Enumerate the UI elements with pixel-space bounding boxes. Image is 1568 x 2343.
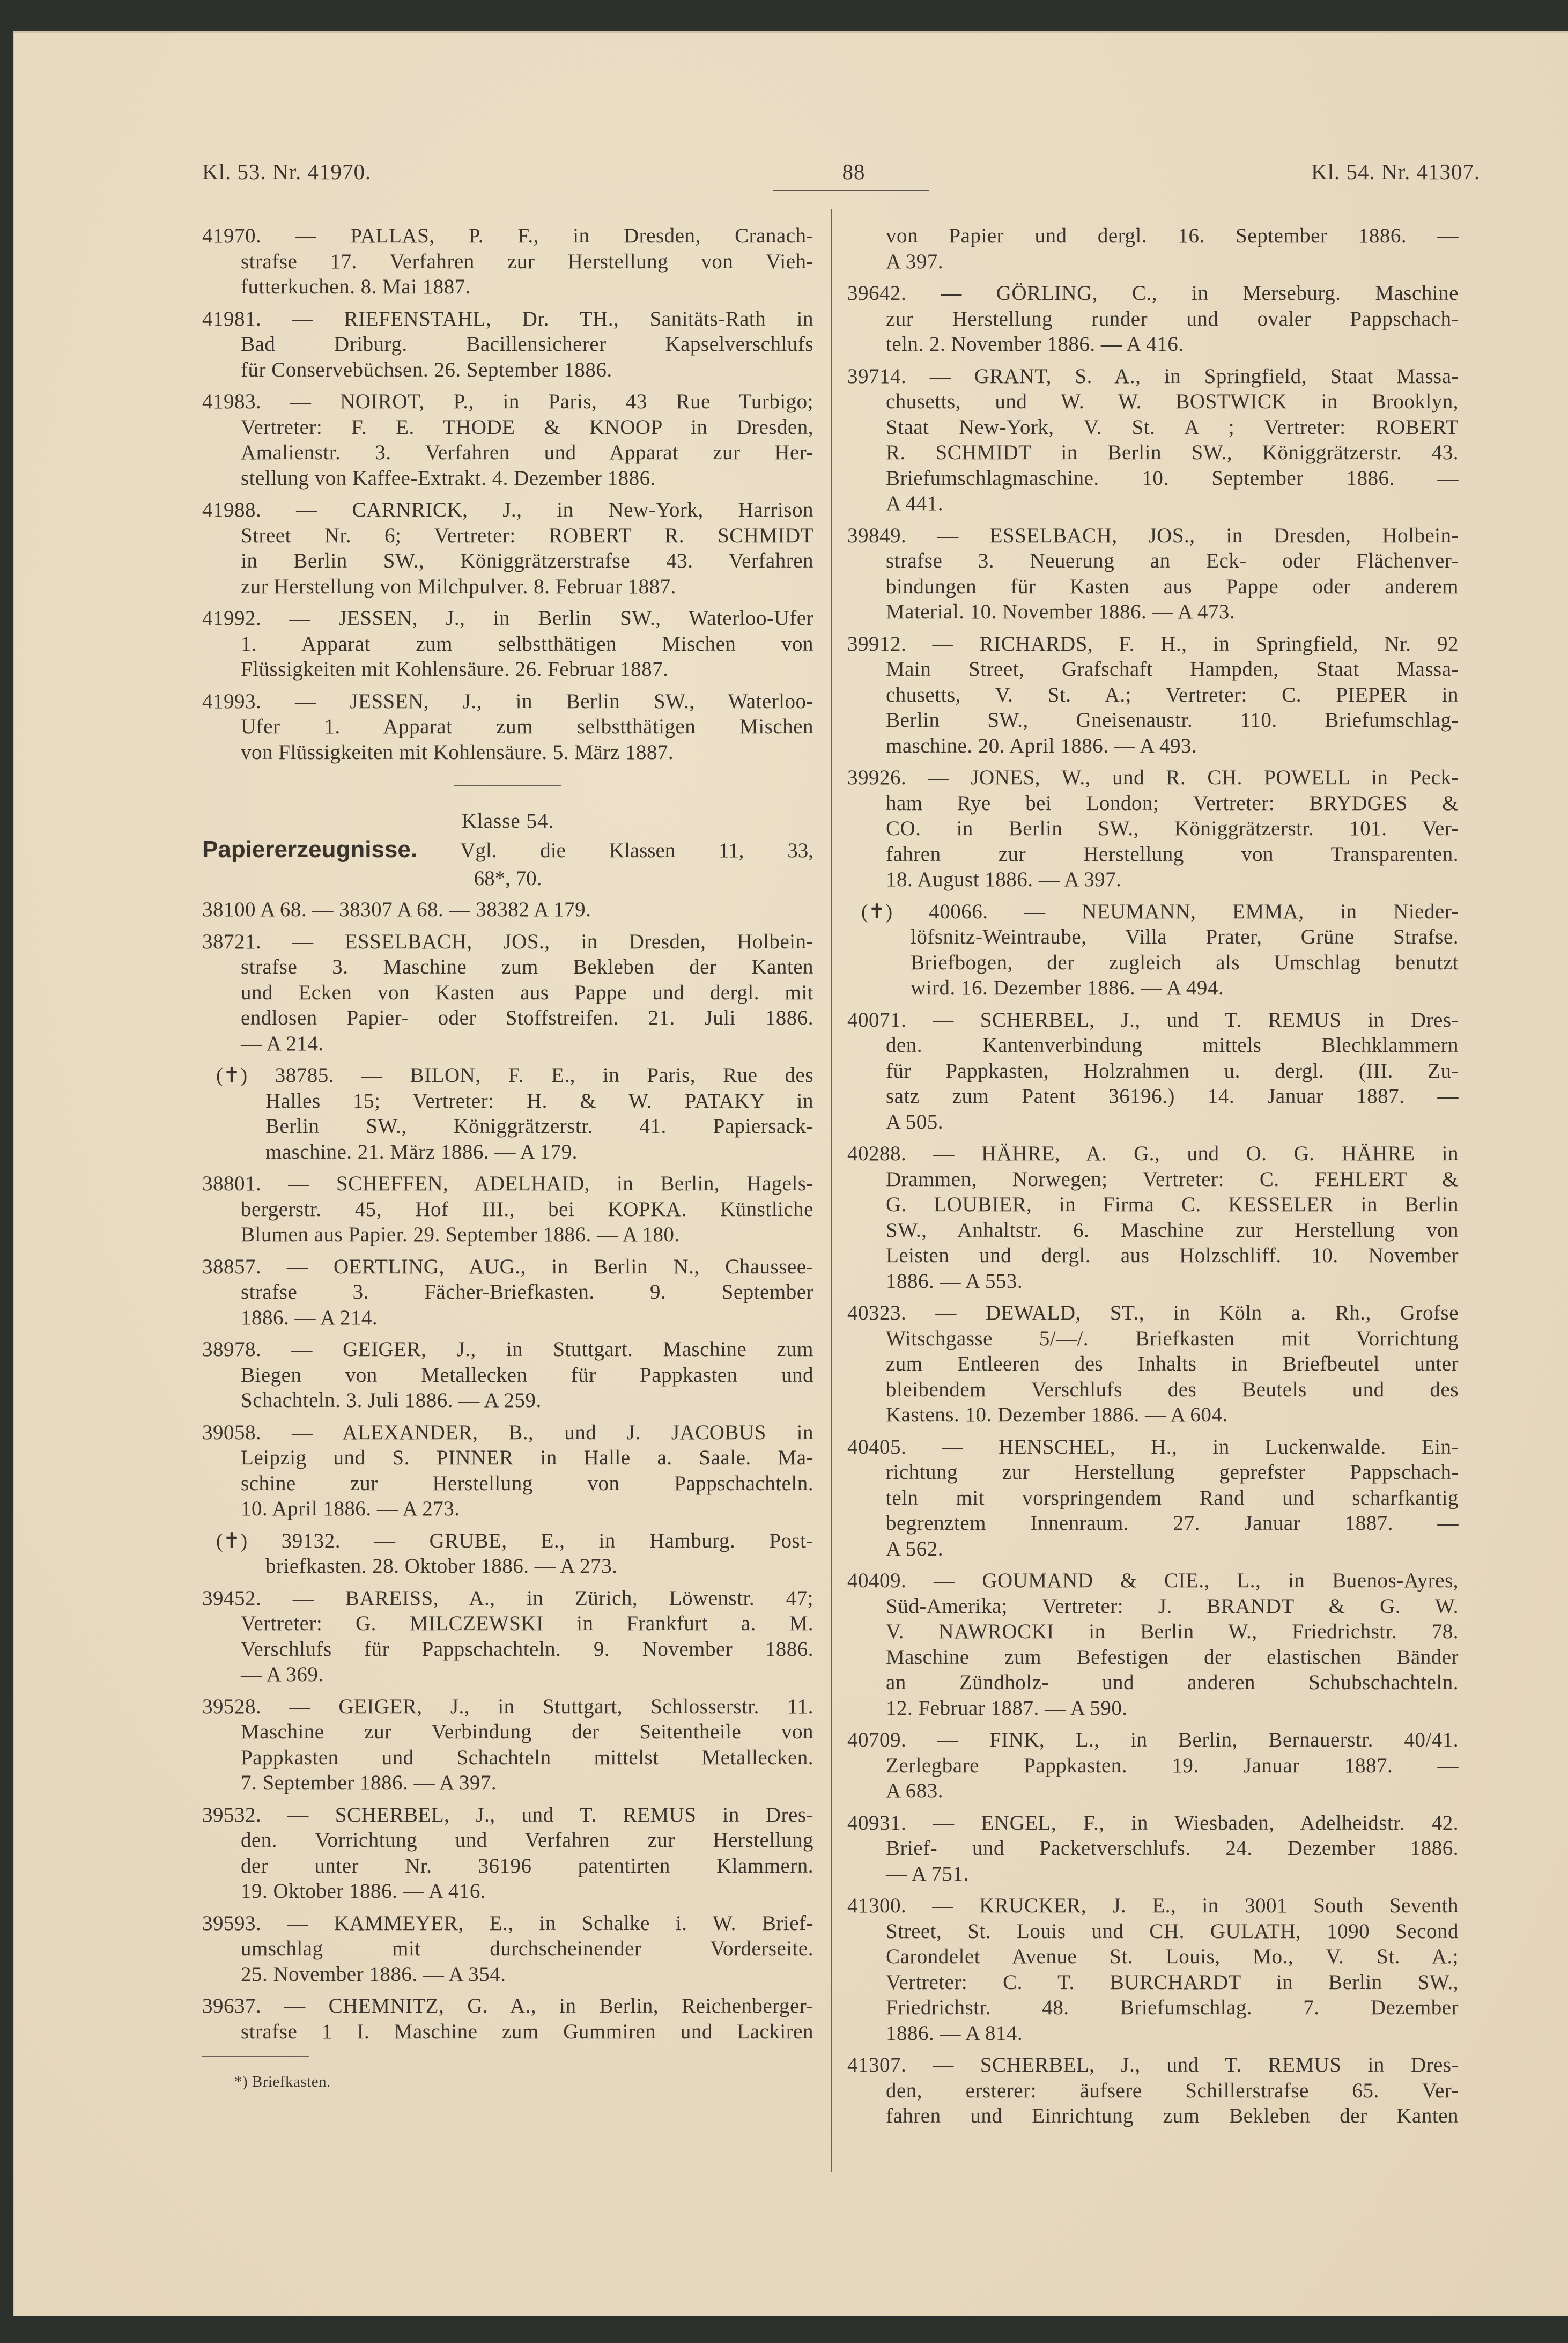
entry-line: Leisten und dergl. aus Holzschliff. 10. November <box>886 1244 1459 1267</box>
entry-line <box>823 899 1459 925</box>
entry-line: A 683. <box>886 1779 944 1802</box>
entry-line: Maschine zur Verbindung der Seitentheile von <box>241 1720 813 1743</box>
entry-line: Briefbogen, der zugleich als Umschlag benutzt <box>911 951 1459 974</box>
entry-line: von Papier und dergl. 16. September 1886. — <box>886 224 1459 247</box>
entry-line: 40071. — SCHERBEL, J., und T. REMUS in Dres- <box>847 1008 1459 1031</box>
entry-line: wird. 16. Dezember 1886. — A 494. <box>911 976 1224 999</box>
patent-entry <box>847 281 1459 357</box>
entry-line: Briefumschlagmaschine. 10. September 1886. — <box>886 466 1459 490</box>
patent-entry <box>847 1727 1459 1804</box>
entry-line: Staat New-York, V. St. A ; Vertreter: ROBERT <box>886 415 1459 439</box>
column-divider <box>831 209 832 2172</box>
patent-entry <box>847 1810 1459 1887</box>
entry-line: Ufer 1. Apparat zum selbstthätigen Mischen <box>241 715 813 738</box>
entry-line: löfsnitz-Weintraube, Villa Prater, Grüne Strafse. <box>911 925 1459 948</box>
entry-line: satz zum Patent 36196.) 14. Januar 1887. — <box>886 1085 1459 1108</box>
entry-line: 39528. — GEIGER, J., in Stuttgart, Schlosserstr. 11. <box>202 1694 813 1718</box>
entry-line: Carondelet Avenue St. Louis, Mo., V. St. A.; <box>886 1945 1459 1968</box>
entry-line: ham Rye bei London; Vertreter: BRYDGES & <box>886 791 1459 815</box>
entry-line: 38801. — SCHEFFEN, ADELHAID, in Berlin, Hagels- <box>202 1172 813 1195</box>
section-title: Papiererzeugnisse. <box>202 836 418 863</box>
entry-line: 39593. — KAMMEYER, E., in Schalke i. W. Brief- <box>202 1911 813 1935</box>
entry-line: fahren zur Herstellung von Transparenten. <box>886 842 1459 866</box>
entry-line: 1. Apparat zum selbstthätigen Mischen von <box>241 632 813 655</box>
entry-line: Pappkasten und Schachteln mittelst Metallecken. <box>241 1745 813 1769</box>
entry-line: 39714. — GRANT, S. A., in Springfield, Staat Massa- <box>847 364 1459 388</box>
patent-entry <box>847 899 1459 1001</box>
entry-line: Berlin SW., Gneisenaustr. 110. Briefumschlag- <box>886 709 1459 732</box>
entry-line: 40405. — HENSCHEL, H., in Luckenwalde. Ein- <box>847 1435 1459 1458</box>
entry-line: 18. August 1886. — A 397. <box>886 868 1122 891</box>
patent-entry <box>202 1911 813 1987</box>
entry-line: 19. Oktober 1886. — A 416. <box>241 1880 486 1903</box>
entry-line: — A 751. <box>886 1862 969 1885</box>
entry-line: strafse 3. Maschine zum Bekleben der Kanten <box>241 955 813 978</box>
entry-line: Vertreter: G. MILCZEWSKI in Frankfurt a. M. <box>241 1612 813 1635</box>
cross-references: 38100 A 68. — 38307 A 68. — 38382 A 179. <box>202 898 591 921</box>
entry-line: 39637. — CHEMNITZ, G. A., in Berlin, Reichenberger- <box>202 1994 813 2017</box>
entry-line: 39452. — BAREISS, A., in Zürich, Löwenstr. 47; <box>202 1586 813 1610</box>
patent-entry <box>202 606 813 682</box>
entry-line: Halles 15; Vertreter: H. & W. PATAKY in <box>265 1089 813 1112</box>
entry-line: briefkasten. 28. Oktober 1886. — A 273. <box>265 1554 618 1578</box>
running-header-right: Kl. 54. Nr. 41307. <box>1311 159 1481 184</box>
dagger-icon: (✝) <box>861 900 893 923</box>
entry-line: 41981. — RIEFENSTAHL, Dr. TH., Sanitäts-Rath in <box>202 307 813 330</box>
patent-entry <box>202 306 813 383</box>
entry-line: 1886. — A 214. <box>241 1306 378 1329</box>
entry-line: 39532. — SCHERBEL, J., und T. REMUS in Dres- <box>202 1803 813 1826</box>
entry-line: Berlin SW., Königgrätzerstr. 41. Papiersack- <box>265 1115 813 1138</box>
entry-line: den, ersterer: äufsere Schillerstrafse 65. Ver- <box>886 2079 1459 2102</box>
entry-line: 38721. — ESSELBACH, JOS., in Dresden, Holbein- <box>202 930 813 953</box>
document-page <box>13 31 1568 2316</box>
see-also-classes-cont: 68*, 70. <box>474 867 542 890</box>
patent-entry <box>847 1434 1459 1562</box>
entry-line <box>177 1063 813 1088</box>
entry-line: 25. November 1886. — A 354. <box>241 1962 506 1986</box>
entry-line: Vertreter: C. T. BURCHARDT in Berlin SW., <box>886 1970 1459 1994</box>
entry-line-text: 39132. — GRUBE, E., in Hamburg. Post- <box>281 1529 814 1552</box>
entry-line: 41983. — NOIROT, P., in Paris, 43 Rue Turbigo; <box>202 390 813 413</box>
entry-line: bergerstr. 45, Hof III., bei KOPKA. Künstliche <box>241 1197 813 1221</box>
entry-line: Zerlegbare Pappkasten. 19. Januar 1887. — <box>886 1753 1459 1777</box>
entry-line: chusetts, und W. W. BOSTWICK in Brooklyn, <box>886 390 1459 413</box>
entry-line: den. Kantenverbindung mittels Blechklammern <box>886 1034 1459 1057</box>
entry-line: strafse 17. Verfahren zur Herstellung von Vieh- <box>241 249 813 273</box>
patent-entry <box>847 1568 1459 1721</box>
see-also-classes: Vgl. die Klassen 11, 33, <box>460 839 813 862</box>
entry-line: A 441. <box>886 492 944 515</box>
entry-line: teln mit vorspringendem Rand und scharfkantig <box>886 1486 1459 1509</box>
patent-entry <box>202 1420 813 1522</box>
entry-line: bindungen für Kasten aus Pappe oder anderem <box>886 574 1459 598</box>
entry-line: bleibendem Verschlufs des Beutels und des <box>886 1377 1459 1401</box>
entry-line: maschine. 21. März 1886. — A 179. <box>265 1140 578 1163</box>
entry-line: — A 214. <box>241 1031 324 1055</box>
entry-line: Bad Driburg. Bacillensicherer Kapselverschlufs <box>241 333 813 356</box>
patent-list-klasse-54 <box>202 929 813 2045</box>
entry-line: Material. 10. November 1886. — A 473. <box>886 600 1236 623</box>
entry-line: strafse 3. Fächer-Briefkasten. 9. September <box>241 1280 813 1303</box>
entry-line: Biegen von Metallecken für Pappkasten und <box>241 1363 813 1387</box>
left-column <box>202 223 813 2091</box>
entry-line: V. NAWROCKI in Berlin W., Friedrichstr. 78. <box>886 1620 1459 1643</box>
entry-line: 38978. — GEIGER, J., in Stuttgart. Maschine zum <box>202 1338 813 1361</box>
entry-line: G. LOUBIER, in Firma C. KESSELER in Berlin <box>886 1193 1459 1216</box>
patent-entry <box>202 1993 813 2044</box>
entry-line: A 562. <box>886 1537 944 1560</box>
entry-line: R. SCHMIDT in Berlin SW., Königgrätzerstr. 43. <box>886 441 1459 464</box>
entry-line: schine zur Herstellung von Pappschachteln. <box>241 1471 813 1495</box>
section-title-line <box>202 835 813 865</box>
entry-line: stellung von Kaffee-Extrakt. 4. Dezember 1886. <box>241 466 656 490</box>
entry-line: 41993. — JESSEN, J., in Berlin SW., Waterloo- <box>202 689 813 713</box>
entry-line: richtung zur Herstellung geprefster Pappschach- <box>886 1461 1459 1484</box>
patent-entry <box>847 1141 1459 1294</box>
entry-line: 41988. — CARNRICK, J., in New-York, Harrison <box>202 498 813 521</box>
patent-entry <box>202 1254 813 1331</box>
patent-entry <box>202 1586 813 1688</box>
dagger-icon: (✝) <box>216 1529 248 1552</box>
entry-line: strafse 3. Neuerung an Eck- oder Flächenver- <box>886 549 1459 572</box>
entry-line <box>177 1528 813 1554</box>
entry-line: von Flüssigkeiten mit Kohlensäure. 5. März 1887. <box>241 740 674 764</box>
entry-line: Verschlufs für Pappschachteln. 9. November 1886. <box>241 1637 813 1661</box>
patent-entry <box>847 364 1459 517</box>
entry-line: Street, St. Louis und CH. GULATH, 1090 Second <box>886 1919 1459 1943</box>
entry-line: Brief- und Packetverschlufs. 24. Dezember 1886. <box>886 1837 1459 1860</box>
patent-entry <box>202 1063 813 1165</box>
entry-line: Schachteln. 3. Juli 1886. — A 259. <box>241 1389 542 1412</box>
patent-entry <box>202 1171 813 1248</box>
entry-line: zur Herstellung von Milchpulver. 8. Februar 1887. <box>241 574 676 598</box>
entry-line: futterkuchen. 8. Mai 1887. <box>241 275 471 298</box>
entry-line: 39926. — JONES, W., und R. CH. POWELL in Peck- <box>847 766 1459 789</box>
entry-line: zur Herstellung runder und ovaler Pappschach- <box>886 307 1459 330</box>
entry-line-text: 40066. — NEUMANN, EMMA, in Nieder- <box>929 900 1459 923</box>
entry-line: den. Vorrichtung und Verfahren zur Herstellung <box>241 1829 813 1852</box>
patent-entry <box>202 689 813 765</box>
entry-line: 41992. — JESSEN, J., in Berlin SW., Waterloo-Ufer <box>202 607 813 630</box>
section-separator <box>454 785 561 786</box>
patent-entry <box>202 1528 813 1579</box>
entry-line: fahren und Einrichtung zum Bekleben der Kanten <box>886 2104 1459 2127</box>
patent-entry <box>202 389 813 491</box>
entry-line: 40409. — GOUMAND & CIE., L., in Buenos-Ayres, <box>847 1569 1459 1592</box>
entry-line: 1886. — A 814. <box>886 2021 1023 2045</box>
entry-line: maschine. 20. April 1886. — A 493. <box>886 734 1197 757</box>
patent-entry-continuation <box>847 223 1459 274</box>
entry-line: 39642. — GÖRLING, C., in Merseburg. Maschine <box>847 282 1459 305</box>
patent-entry <box>847 631 1459 759</box>
entry-line: 1886. — A 553. <box>886 1269 1023 1293</box>
entry-line: 39849. — ESSELBACH, JOS., in Dresden, Holbein- <box>847 524 1459 547</box>
entry-line: 10. April 1886. — A 273. <box>241 1497 460 1520</box>
patent-entry <box>847 1893 1459 2046</box>
entry-line: Kastens. 10. Dezember 1886. — A 604. <box>886 1403 1228 1426</box>
entry-line: A 397. <box>886 249 944 273</box>
entry-line: für Conservebüchsen. 26. September 1886. <box>241 358 612 381</box>
entry-line: — A 369. <box>241 1663 324 1686</box>
entry-line: und Ecken von Kasten aus Pappe und dergl. mit <box>241 981 813 1004</box>
klasse-heading: Klasse 54. <box>461 809 554 832</box>
patent-list-klasse-53 <box>202 223 813 765</box>
dagger-icon: (✝) <box>216 1064 248 1087</box>
entry-line: Street Nr. 6; Vertreter: ROBERT R. SCHMIDT <box>241 524 813 547</box>
patent-entry <box>202 929 813 1057</box>
entry-line-text: 38785. — BILON, F. E., in Paris, Rue des <box>275 1064 814 1087</box>
entry-line: 40323. — DEWALD, ST., in Köln a. Rh., Grofse <box>847 1301 1459 1324</box>
entry-line: Blumen aus Papier. 29. September 1886. — A 180. <box>241 1223 680 1246</box>
patent-entry <box>202 1694 813 1796</box>
entry-line: CO. in Berlin SW., Königgrätzerstr. 101. Ver- <box>886 817 1459 840</box>
patent-entry <box>847 1007 1459 1135</box>
patent-entry <box>202 1802 813 1904</box>
entry-line: Amalienstr. 3. Verfahren und Apparat zur Her- <box>241 441 813 464</box>
footnote-rule <box>202 2056 309 2057</box>
entry-line: 41300. — KRUCKER, J. E., in 3001 South Seventh <box>847 1894 1459 1917</box>
entry-line: umschlag mit durchscheinender Vorderseite. <box>241 1937 813 1960</box>
entry-line: 39058. — ALEXANDER, B., und J. JACOBUS in <box>202 1420 813 1444</box>
patent-entry <box>202 497 813 599</box>
entry-line: 41307. — SCHERBEL, J., und T. REMUS in Dres- <box>847 2053 1459 2076</box>
entry-line: 12. Februar 1887. — A 590. <box>886 1696 1128 1720</box>
patent-entry <box>202 223 813 300</box>
entry-line: teln. 2. November 1886. — A 416. <box>886 333 1184 356</box>
entry-line: Süd-Amerika; Vertreter: J. BRANDT & G. W. <box>886 1594 1459 1618</box>
entry-line: an Zündholz- und anderen Schubschachteln. <box>886 1671 1459 1694</box>
entry-line: strafse 1 I. Maschine zum Gummiren und Lackiren <box>241 2020 813 2043</box>
right-column <box>847 223 1459 2135</box>
entry-line: für Pappkasten, Holzrahmen u. dergl. (III. Zu- <box>886 1059 1459 1082</box>
entry-line: Vertreter: F. E. THODE & KNOOP in Dresden, <box>241 415 813 439</box>
entry-line: Friedrichstr. 48. Briefumschlag. 7. Dezember <box>886 1996 1459 2019</box>
entry-line: 38857. — OERTLING, AUG., in Berlin N., Chaussee- <box>202 1255 813 1278</box>
header-rule <box>773 190 929 191</box>
entry-line: Drammen, Norwegen; Vertreter: C. FEHLERT & <box>886 1167 1459 1191</box>
running-header-left: Kl. 53. Nr. 41970. <box>202 159 372 184</box>
patent-entry <box>202 1337 813 1413</box>
entry-line: 40288. — HÄHRE, A. G., und O. G. HÄHRE in <box>847 1142 1459 1165</box>
entry-line: 40709. — FINK, L., in Berlin, Bernauerstr. 40/41. <box>847 1728 1459 1751</box>
entry-line: SW., Anhaltstr. 6. Maschine zur Herstellung von <box>886 1218 1459 1242</box>
entry-line: in Berlin SW., Königgrätzerstrafse 43. Verfahren <box>241 549 813 572</box>
entry-line: 40931. — ENGEL, F., in Wiesbaden, Adelheidstr. 42. <box>847 1811 1459 1834</box>
entry-line: Leipzig und S. PINNER in Halle a. Saale. Ma- <box>241 1446 813 1469</box>
footnote: *) Briefkasten. <box>234 2073 331 2090</box>
entry-line: begrenztem Innenraum. 27. Januar 1887. — <box>886 1512 1459 1535</box>
entry-line: A 505. <box>886 1110 944 1133</box>
entry-line: 39912. — RICHARDS, F. H., in Springfield, Nr. 92 <box>847 632 1459 655</box>
page-number: 88 <box>842 159 866 184</box>
patent-entry <box>847 765 1459 893</box>
entry-line: 7. September 1886. — A 397. <box>241 1771 497 1794</box>
entry-line: der unter Nr. 36196 patentirten Klammern. <box>241 1854 813 1877</box>
entry-line: 41970. — PALLAS, P. F., in Dresden, Cranach- <box>202 224 813 247</box>
entry-line: Maschine zum Befestigen der elastischen Bänder <box>886 1645 1459 1669</box>
patent-entry <box>847 523 1459 625</box>
patent-list-klasse-54-cont <box>847 223 1459 2129</box>
entry-line: Flüssigkeiten mit Kohlensäure. 26. Februar 1887. <box>241 658 669 681</box>
entry-line: zum Entleeren des Inhalts in Briefbeutel unter <box>886 1352 1459 1375</box>
entry-line: Witschgasse 5/—/. Briefkasten mit Vorrichtung <box>886 1327 1459 1350</box>
entry-line: Main Street, Grafschaft Hampden, Staat Massa- <box>886 658 1459 681</box>
patent-entry <box>847 2052 1459 2129</box>
patent-entry <box>847 1300 1459 1428</box>
entry-line: endlosen Papier- oder Stoffstreifen. 21. Juli 1886. <box>241 1006 813 1029</box>
entry-line: chusetts, V. St. A.; Vertreter: C. PIEPER in <box>886 683 1459 706</box>
